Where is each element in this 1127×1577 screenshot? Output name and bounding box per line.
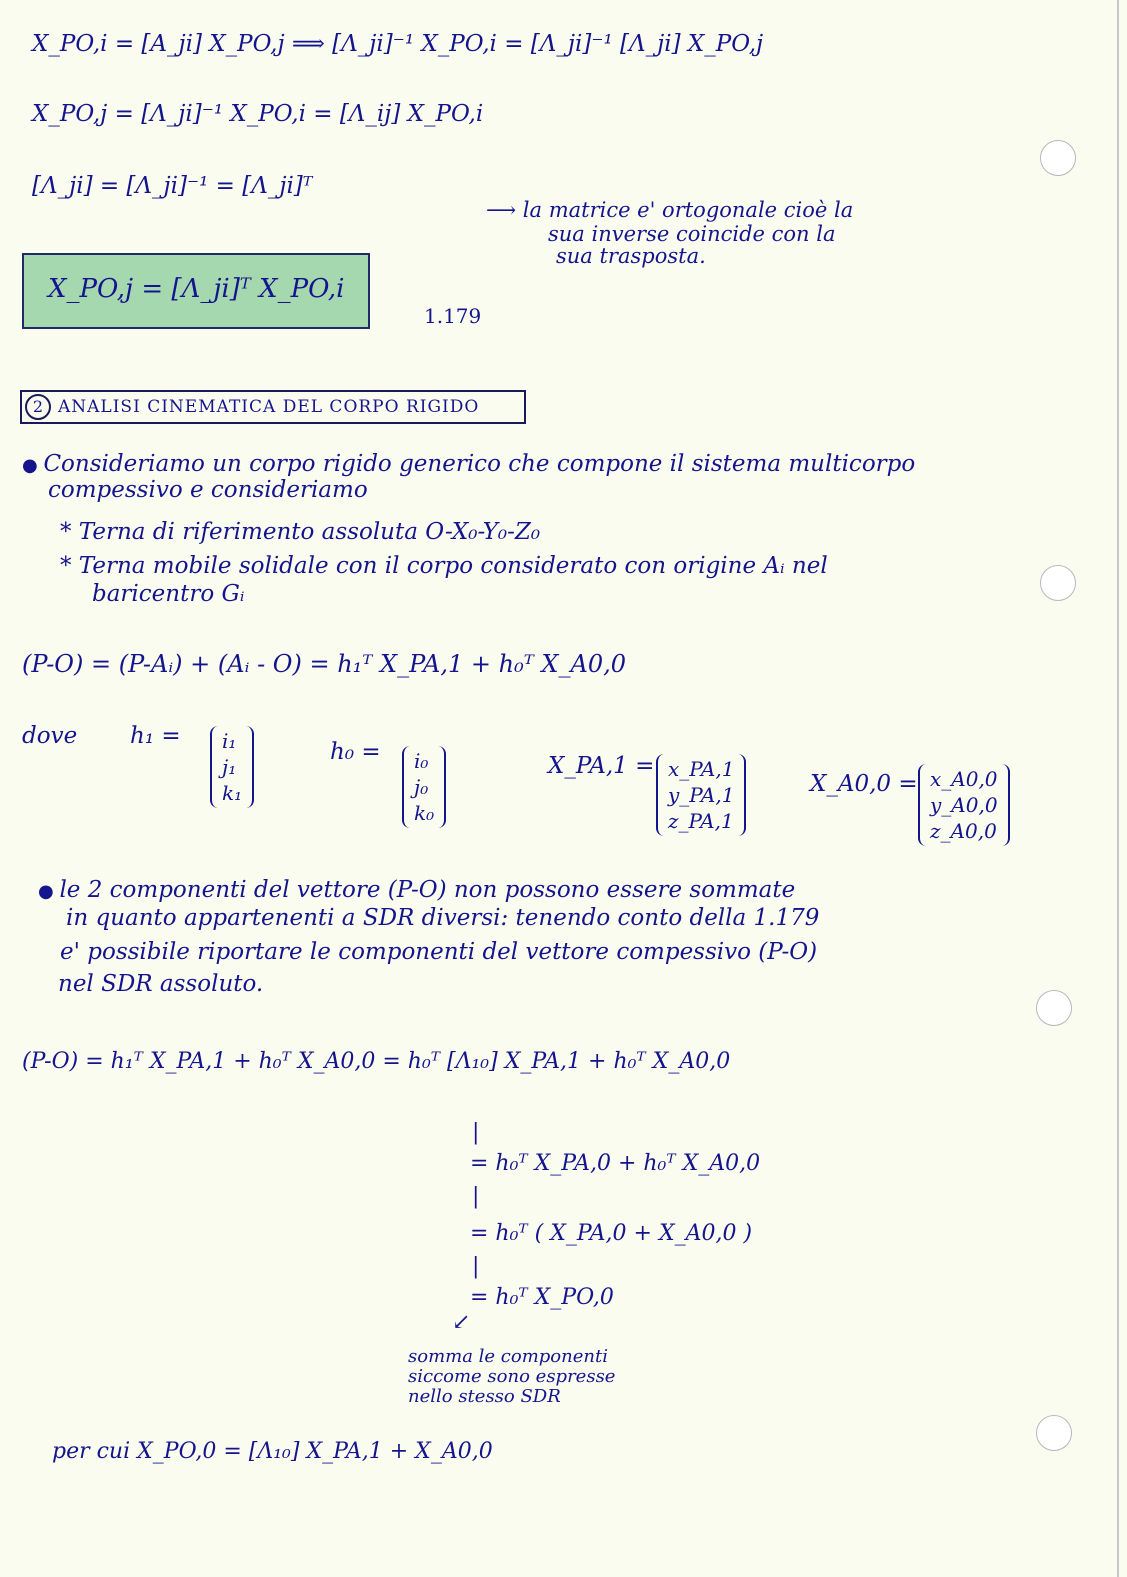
binder-hole [1040,565,1076,601]
derivation-bar: | [472,1254,480,1279]
derivation-comment-1: somma le componenti [408,1346,608,1367]
h1-component: j₁ [222,755,237,779]
highlighted-equation-box [22,253,370,329]
equation-number: 1.179 [424,304,482,328]
binder-hole [1036,990,1072,1026]
xpa-component: y_PA,1 [668,783,735,807]
xa-component: y_A0,0 [930,793,998,817]
note-text-1: le 2 componenti del vettore (P-O) non possono essere sommate [59,877,796,903]
intro-paragraph-line-2: compessivo e consideriamo [48,477,368,503]
orthogonal-note-1: ⟶ la matrice e' ortogonale cioè la [486,198,854,222]
equation-line-1: X_PO,i = [A_ji] X_PO,j ⟹ [Λ_ji]⁻¹ X_PO,i = [Λ_ji]⁻¹ [Λ_ji] X_PO,j [32,31,764,57]
derivation-row-4: = h₀ᵀ X_PO,0 [470,1285,614,1310]
curved-arrow-icon: ↙ [452,1310,471,1335]
h1-label: h₁ = [130,723,181,749]
page-edge [1117,0,1119,1577]
h0-vector [402,746,446,828]
h1-vector [210,726,254,808]
xa-label: X_A0,0 = [810,771,918,797]
equation-line-2: X_PO,j = [Λ_ji]⁻¹ X_PO,i = [Λ_ij] X_PO,i [32,101,484,127]
defs-label: dove [22,723,78,749]
binder-hole [1040,140,1076,176]
derivation-comment-2: siccome sono espresse [408,1366,616,1387]
xpa-vector [656,754,746,836]
xa-component: z_A0,0 [930,819,997,843]
position-vector-equation: (P-O) = (P-Aᵢ) + (Aᵢ - O) = h₁ᵀ X_PA,1 + h₀ᵀ X_A0,0 [22,650,626,678]
intro-text-1: Consideriamo un corpo rigido generico che compone il sistema multicorpo [43,451,916,477]
sub-item-absolute-frame: * Terna di riferimento assoluta O-X₀-Y₀-Z₀ [60,519,541,545]
sub-item-mobile-frame-cont: baricentro Gᵢ [92,581,245,607]
xpa-label: X_PA,1 = [548,753,655,779]
note-line-1 [38,876,795,906]
derivation-row-1: (P-O) = h₁ᵀ X_PA,1 + h₀ᵀ X_A0,0 = h₀ᵀ [Λ₁₀] X_PA,1 + h₀ᵀ X_A0,0 [22,1049,731,1074]
xa-vector [918,764,1010,846]
h1-component: i₁ [222,729,237,753]
binder-hole [1036,1415,1072,1451]
note-line-2: in quanto appartenenti a SDR diversi: tenendo conto della 1.179 [66,905,820,931]
derivation-row-2: = h₀ᵀ X_PA,0 + h₀ᵀ X_A0,0 [470,1151,761,1176]
orthogonal-note-2: sua inverse coincide con la [548,222,836,246]
derivation-comment-3: nello stesso SDR [408,1386,561,1407]
h0-component: i₀ [414,749,429,773]
section-heading [20,390,526,424]
note-line-4: nel SDR assoluto. [58,971,264,997]
bullet-icon: ● [22,455,44,476]
xa-component: x_A0,0 [930,767,998,791]
xpa-component: z_PA,1 [668,809,734,833]
h0-component: k₀ [414,801,435,825]
h0-component: j₀ [414,775,429,799]
h1-component: k₁ [222,781,243,805]
sub-item-mobile-frame: * Terna mobile solidale con il corpo considerato con origine Aᵢ nel [60,553,828,579]
xpa-component: x_PA,1 [668,757,735,781]
derivation-row-3: = h₀ᵀ ( X_PA,0 + X_A0,0 ) [470,1221,753,1246]
boxed-equation: X_PO,j = [Λ_ji]ᵀ X_PO,i [48,274,345,304]
h0-label: h₀ = [330,739,381,765]
orthogonal-note-3: sua trasposta. [556,244,706,268]
section-title: ANALISI CINEMATICA DEL CORPO RIGIDO [58,397,480,417]
bullet-icon: ● [38,881,60,902]
derivation-bar: | [472,1184,480,1209]
note-line-3: e' possibile riportare le componenti del vettore compessivo (P-O) [60,939,818,965]
equation-line-3: [Λ_ji] = [Λ_ji]⁻¹ = [Λ_ji]ᵀ [32,173,313,199]
section-number: 2 [25,394,51,420]
final-equation: per cui X_PO,0 = [Λ₁₀] X_PA,1 + X_A0,0 [52,1439,493,1464]
derivation-bar: | [472,1120,480,1145]
